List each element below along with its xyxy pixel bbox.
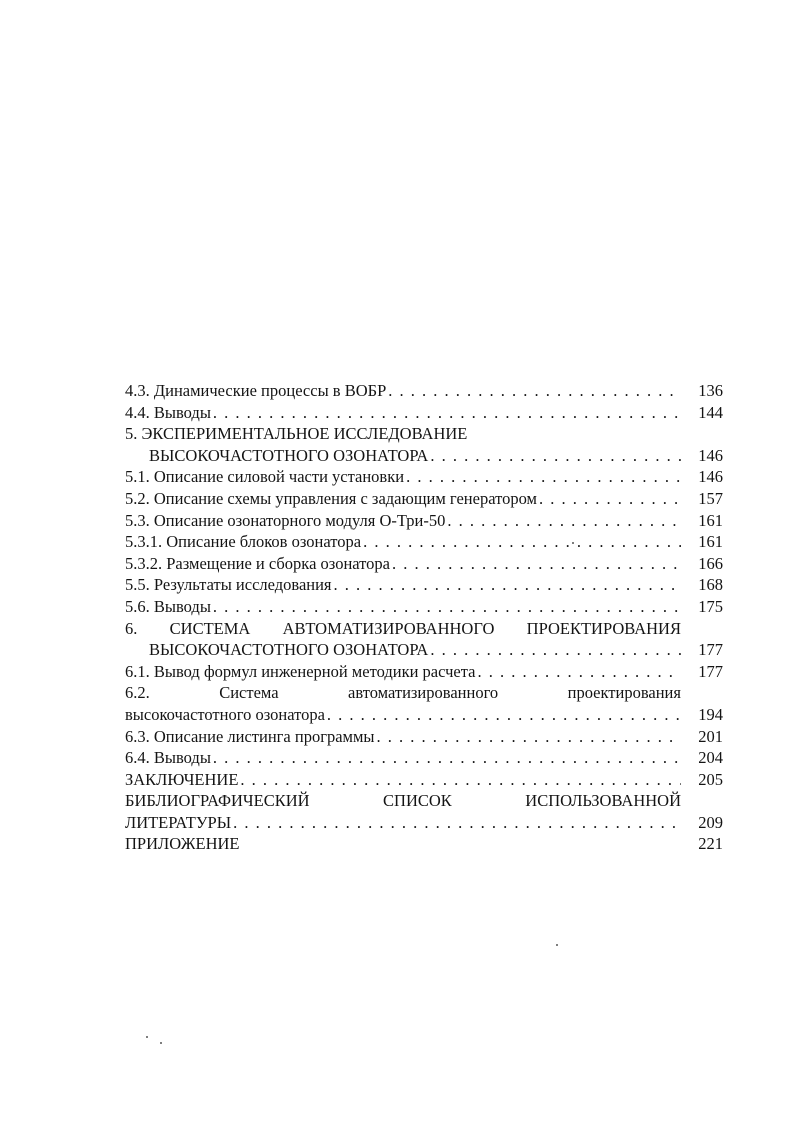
leader-dots: [213, 596, 681, 618]
toc-entry-title: ЛИТЕРАТУРЫ: [125, 812, 232, 832]
toc-entry-title: ПРИЛОЖЕНИЕ: [125, 834, 240, 854]
scan-speck: [572, 542, 574, 544]
leader-dots: [447, 510, 681, 532]
toc-entry-page: 201: [698, 726, 723, 746]
toc-entry-6-1: [125, 661, 723, 683]
toc-entry-page: 144: [698, 402, 723, 422]
word: автоматизированного: [348, 683, 499, 703]
toc-entry-5-3-2: [125, 553, 723, 575]
toc-entry-5-6: [125, 596, 723, 618]
leader-dots: [233, 812, 681, 834]
toc-entry-6-3: [125, 726, 723, 748]
toc-entry-title: [125, 682, 681, 704]
toc-entry-title: 5.3. Описание озонаторного модуля О-Три-50: [125, 510, 446, 530]
toc-entry-title: 5.3.1. Описание блоков озонатора: [125, 532, 362, 552]
toc-entry-5-2: [125, 488, 723, 510]
toc-entry-title: 4.3. Динамические процессы в ВОБР: [125, 381, 387, 400]
toc-entry-page: 146: [698, 467, 723, 487]
toc-entry-title: ЗАКЛЮЧЕНИЕ: [125, 769, 239, 789]
toc-entry-title: высокочастотного озонатора: [125, 704, 325, 724]
word: СПИСОК: [383, 791, 452, 811]
toc-entry-page: 168: [698, 575, 723, 595]
toc-entry-6-2-line2: [125, 704, 723, 726]
toc-entry-page: 136: [698, 381, 723, 400]
toc-entry-title: 6.4. Выводы: [125, 748, 211, 768]
toc-entry-page: 194: [698, 704, 723, 724]
scan-speck: [160, 1042, 162, 1044]
toc-entry-title: 5.5. Результаты исследования: [125, 575, 332, 595]
toc-chapter-5-line1: [125, 423, 723, 445]
word: Система: [219, 683, 279, 703]
toc-entry-page: 177: [698, 640, 723, 660]
leader-dots: [392, 553, 681, 575]
toc-entry-title: ВЫСОКОЧАСТОТНОГО ОЗОНАТОРА: [149, 640, 429, 660]
toc-entry-title: 5.3.2. Размещение и сборка озонатора: [125, 553, 390, 573]
toc-entry-page: 166: [698, 553, 723, 573]
leader-dots: [430, 639, 681, 661]
leader-dots: [377, 726, 681, 748]
leader-dots: [477, 661, 681, 683]
toc-entry-5-3-1: [125, 531, 723, 553]
toc-entry-page: 221: [698, 834, 723, 854]
leader-dots: [406, 466, 681, 488]
toc-entry-conclusion: [125, 769, 723, 791]
toc-entry-6-2-line1: [125, 682, 723, 704]
leader-dots: [388, 380, 681, 402]
toc-entry-page: 161: [698, 532, 723, 552]
toc-entry-4-3: [125, 380, 723, 402]
toc-entry-appendix: [125, 833, 723, 855]
toc-entry-page: 177: [698, 661, 723, 681]
toc-entry-page: 157: [698, 488, 723, 508]
toc-entry-6-4: [125, 747, 723, 769]
toc-entry-4-4: [125, 402, 723, 424]
toc-entry-page: 205: [698, 769, 723, 789]
toc-entry-title: 6.1. Вывод формул инженерной методики расчета: [125, 661, 476, 681]
toc-entry-title: 5.2. Описание схемы управления с задающим генератором: [125, 488, 537, 508]
word: СИСТЕМА: [169, 618, 251, 638]
toc-entry-title: 4.4. Выводы: [125, 402, 211, 422]
toc-entry-page: 146: [698, 445, 723, 465]
toc-entry-page: 209: [698, 812, 723, 832]
table-of-contents: [125, 380, 723, 855]
toc-entry-title: [125, 618, 681, 640]
toc-entry-title: 5. ЭКСПЕРИМЕНТАЛЬНОЕ ИССЛЕДОВАНИЕ: [125, 424, 468, 444]
toc-entry-title: 5.1. Описание силовой части установки: [125, 467, 405, 487]
word: 6.: [125, 618, 138, 638]
toc-entry-title: ВЫСОКОЧАСТОТНОГО ОЗОНАТОРА: [149, 445, 429, 465]
leader-dots: [334, 574, 681, 596]
toc-entry-title: 6.3. Описание листинга программы: [125, 726, 375, 746]
leader-dots: [363, 531, 681, 553]
leader-dots: [327, 704, 681, 726]
toc-entry-bibliography-line2: [125, 812, 723, 834]
word: БИБЛИОГРАФИЧЕСКИЙ: [125, 791, 310, 811]
toc-entry-title: [125, 790, 681, 812]
toc-chapter-6-line1: [125, 618, 723, 640]
toc-entry-title: 5.6. Выводы: [125, 596, 211, 616]
toc-entry-bibliography-line1: [125, 790, 723, 812]
leader-dots: [213, 402, 681, 424]
leader-dots: [539, 488, 681, 510]
word: ИСПОЛЬЗОВАННОЙ: [525, 791, 681, 811]
toc-chapter-5-line2: [125, 445, 723, 467]
leader-dots: [213, 747, 681, 769]
toc-chapter-6-line2: [125, 639, 723, 661]
toc-entry-5-1: [125, 466, 723, 488]
toc-entry-page: 204: [698, 748, 723, 768]
toc-entry-5-3: [125, 510, 723, 532]
word: 6.2.: [125, 683, 150, 703]
toc-entry-5-5: [125, 574, 723, 596]
word: проектирования: [567, 683, 681, 703]
toc-entry-page: 175: [698, 596, 723, 616]
leader-dots: [240, 769, 681, 791]
word: ПРОЕКТИРОВАНИЯ: [526, 618, 681, 638]
scan-speck: [146, 1036, 148, 1038]
leader-dots: [430, 445, 681, 467]
word: АВТОМАТИЗИРОВАННОГО: [282, 618, 495, 638]
scan-speck: [556, 944, 558, 946]
toc-entry-page: 161: [698, 510, 723, 530]
